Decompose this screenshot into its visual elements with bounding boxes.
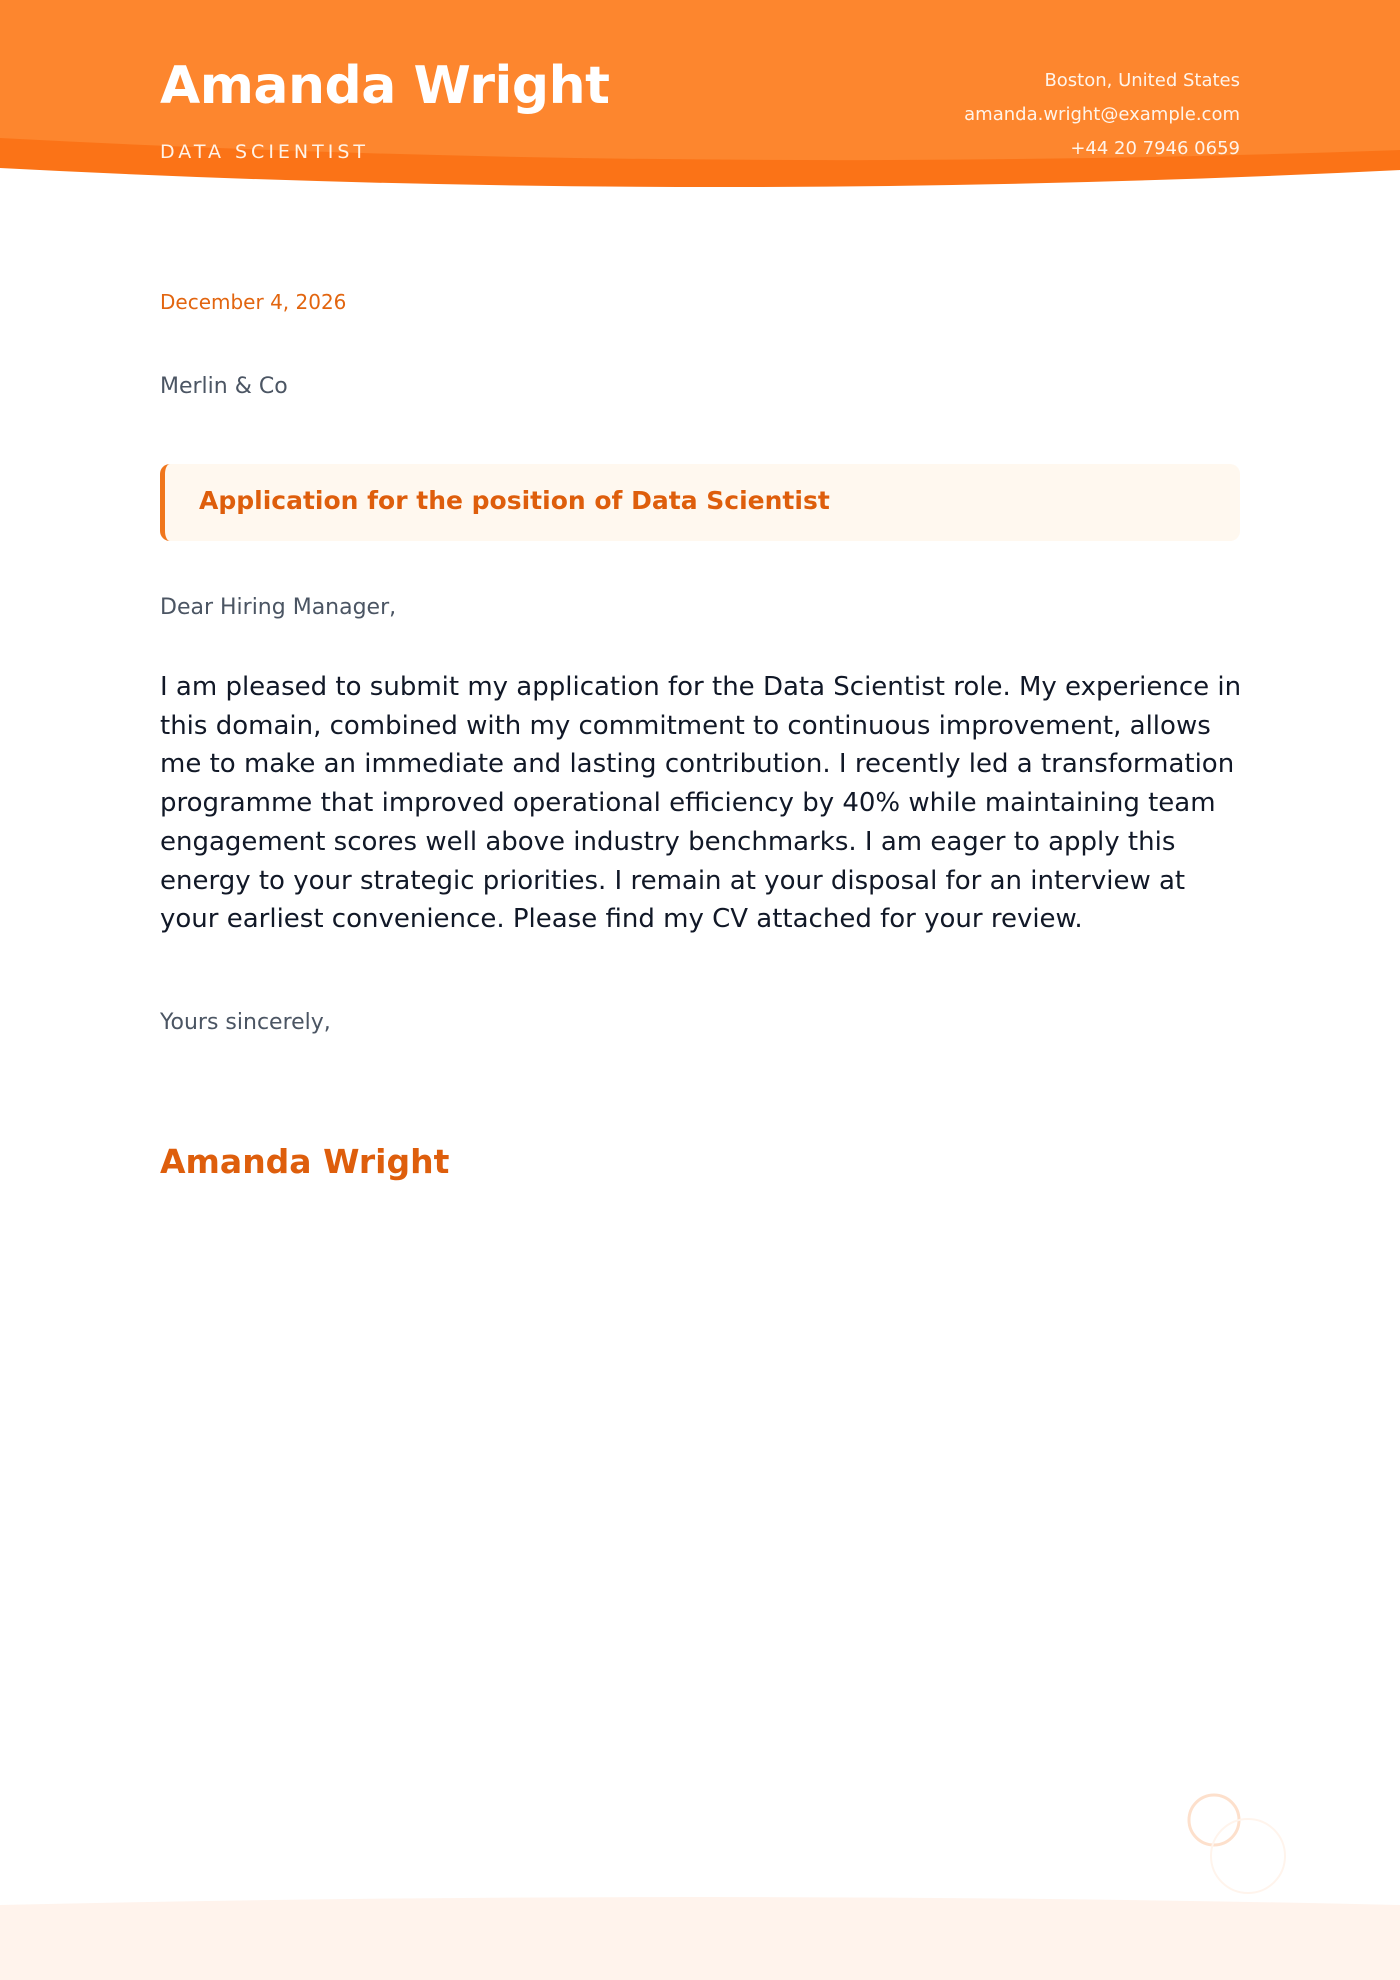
header-role: DATA SCIENTIST (160, 141, 370, 163)
header-name: Amanda Wright (160, 56, 610, 116)
signature: Amanda Wright (160, 1142, 450, 1181)
header-band (0, 0, 1400, 190)
recipient: Merlin & Co (160, 374, 288, 399)
closing: Yours sincerely, (160, 1010, 331, 1035)
salutation: Dear Hiring Manager, (160, 595, 397, 620)
decorative-circles (1180, 1786, 1300, 1896)
subject-box (160, 464, 1240, 541)
decorative-circle-small (1189, 1795, 1239, 1845)
letter-body: I am pleased to submit my application for the Data Scientist role. My experience in this domain, combined with my commitment to continuous improvement, allows me to make an immediate and lasting contribution. I recently led a transformation programme that improved operational efficiency by 40% while maintaining team engagement scores well above industry benchmarks. I am eager to apply this energy to your strategic priorities. I remain at your disposal for an interview at your earliest convenience. Please find my CV attached for your review. (160, 672, 1242, 935)
letter-date: December 4, 2026 (160, 290, 347, 314)
subject-line: Application for the position of Data Scientist (199, 486, 830, 515)
contact-email[interactable]: amanda.wright@example.com (964, 104, 1240, 125)
contact-location: Boston, United States (1044, 70, 1240, 91)
contact-phone[interactable]: +44 20 7946 0659 (1070, 138, 1240, 159)
footer-band (0, 1895, 1400, 1980)
contact-block (964, 64, 1240, 166)
decorative-circle-large (1211, 1819, 1285, 1893)
